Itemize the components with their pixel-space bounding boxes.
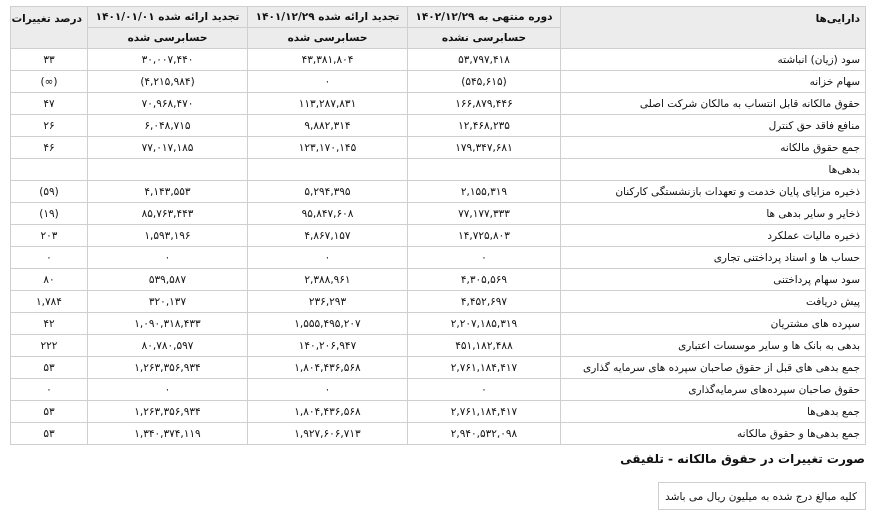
value-restated-14010101: ۱,۵۹۳,۱۹۶ bbox=[88, 225, 248, 247]
change-percent: ۱,۷۸۴ bbox=[11, 291, 88, 313]
table-row bbox=[11, 225, 866, 247]
table-row bbox=[11, 115, 866, 137]
balance-sheet-table bbox=[10, 6, 866, 445]
value-period: ۱۲,۴۶۸,۲۳۵ bbox=[408, 115, 561, 137]
row-label: سهام خزانه bbox=[561, 71, 866, 93]
value-restated-14010101: ۱,۰۹۰,۳۱۸,۴۳۳ bbox=[88, 313, 248, 335]
row-label: حقوق صاحبان سپرده‌های سرمایه‌گذاری bbox=[561, 379, 866, 401]
table-row bbox=[11, 401, 866, 423]
row-label: بدهی‌ها bbox=[561, 159, 866, 181]
change-percent: ۴۶ bbox=[11, 137, 88, 159]
value-restated-14010101 bbox=[88, 159, 248, 181]
row-label: جمع بدهی‌ها و حقوق مالکانه bbox=[561, 423, 866, 445]
value-restated-14010101: (۴,۲۱۵,۹۸۴) bbox=[88, 71, 248, 93]
row-label: جمع حقوق مالکانه bbox=[561, 137, 866, 159]
change-percent: ۰ bbox=[11, 379, 88, 401]
value-period: ۵۳,۷۹۷,۴۱۸ bbox=[408, 49, 561, 71]
value-period bbox=[408, 159, 561, 181]
change-percent: ۸۰ bbox=[11, 269, 88, 291]
value-restated-14011229: ۱,۹۲۷,۶۰۶,۷۱۳ bbox=[248, 423, 408, 445]
table-body bbox=[11, 49, 866, 445]
value-restated-14011229: ۴,۸۶۷,۱۵۷ bbox=[248, 225, 408, 247]
table-row bbox=[11, 49, 866, 71]
value-period: ۱۶۶,۸۷۹,۴۴۶ bbox=[408, 93, 561, 115]
row-label: حساب ها و اسناد پرداختنی تجاری bbox=[561, 247, 866, 269]
change-percent: ۳۳ bbox=[11, 49, 88, 71]
value-restated-14010101: ۳۰,۰۰۷,۴۴۰ bbox=[88, 49, 248, 71]
row-label: جمع بدهی‌ها bbox=[561, 401, 866, 423]
change-percent bbox=[11, 159, 88, 181]
table-header bbox=[11, 7, 866, 49]
value-period: ۷۷,۱۷۷,۳۳۳ bbox=[408, 203, 561, 225]
table-row bbox=[11, 313, 866, 335]
value-restated-14010101: ۶,۰۴۸,۷۱۵ bbox=[88, 115, 248, 137]
value-period: ۴,۳۰۵,۵۶۹ bbox=[408, 269, 561, 291]
row-label: بدهی به بانک ها و سایر موسسات اعتباری bbox=[561, 335, 866, 357]
value-restated-14011229: ۲۳۶,۲۹۳ bbox=[248, 291, 408, 313]
value-restated-14011229: ۰ bbox=[248, 379, 408, 401]
row-label: سپرده های مشتریان bbox=[561, 313, 866, 335]
value-period: (۵۴۵,۶۱۵) bbox=[408, 71, 561, 93]
change-percent: ۵۳ bbox=[11, 423, 88, 445]
value-restated-14011229: ۱۲۳,۱۷۰,۱۴۵ bbox=[248, 137, 408, 159]
table-row bbox=[11, 203, 866, 225]
value-period: ۰ bbox=[408, 247, 561, 269]
table-row bbox=[11, 423, 866, 445]
value-restated-14010101: ۷۰,۹۶۸,۴۷۰ bbox=[88, 93, 248, 115]
header-assets: دارایی‌ها bbox=[561, 7, 866, 49]
row-label: حقوق مالکانه قابل انتساب به مالکان شرکت اصلی bbox=[561, 93, 866, 115]
value-restated-14011229: ۵,۲۹۴,۳۹۵ bbox=[248, 181, 408, 203]
table-row bbox=[11, 335, 866, 357]
table-row bbox=[11, 291, 866, 313]
table-row bbox=[11, 71, 866, 93]
value-restated-14010101: ۵۳۹,۵۸۷ bbox=[88, 269, 248, 291]
change-percent: ۴۲ bbox=[11, 313, 88, 335]
value-restated-14011229: ۹,۸۸۲,۳۱۴ bbox=[248, 115, 408, 137]
change-percent: ۵۳ bbox=[11, 401, 88, 423]
value-restated-14011229: ۹۵,۸۴۷,۶۰۸ bbox=[248, 203, 408, 225]
value-restated-14010101: ۱,۳۴۰,۳۷۴,۱۱۹ bbox=[88, 423, 248, 445]
table-row bbox=[11, 357, 866, 379]
table-row bbox=[11, 247, 866, 269]
header-audited-1: حسابرسی شده bbox=[248, 28, 408, 49]
value-restated-14010101: ۱,۲۶۳,۳۵۶,۹۳۴ bbox=[88, 401, 248, 423]
header-unaudited: حسابرسی نشده bbox=[408, 28, 561, 49]
row-label: پیش دریافت bbox=[561, 291, 866, 313]
change-percent: ۵۳ bbox=[11, 357, 88, 379]
value-period: ۲,۱۵۵,۳۱۹ bbox=[408, 181, 561, 203]
value-period: ۴,۴۵۲,۶۹۷ bbox=[408, 291, 561, 313]
row-label: ذخیره مزایای پایان خدمت و تعهدات بازنشستگی کارکنان bbox=[561, 181, 866, 203]
value-restated-14011229: ۱,۵۵۵,۴۹۵,۲۰۷ bbox=[248, 313, 408, 335]
value-period: ۲,۷۶۱,۱۸۴,۴۱۷ bbox=[408, 401, 561, 423]
value-period: ۰ bbox=[408, 379, 561, 401]
header-change-percent: درصد تغییرات bbox=[11, 7, 88, 49]
change-percent: (∞) bbox=[11, 71, 88, 93]
value-period: ۲,۹۴۰,۵۳۲,۰۹۸ bbox=[408, 423, 561, 445]
value-restated-14011229: ۰ bbox=[248, 71, 408, 93]
header-restated-14011229: تجدید ارائه شده ۱۴۰۱/۱۲/۲۹ bbox=[248, 7, 408, 28]
table-row bbox=[11, 181, 866, 203]
header-audited-2: حسابرسی شده bbox=[88, 28, 248, 49]
value-period: ۱۴,۷۲۵,۸۰۳ bbox=[408, 225, 561, 247]
value-restated-14011229: ۴۳,۳۸۱,۸۰۴ bbox=[248, 49, 408, 71]
value-restated-14010101: ۸۰,۷۸۰,۵۹۷ bbox=[88, 335, 248, 357]
value-restated-14011229: ۱,۸۰۴,۴۳۶,۵۶۸ bbox=[248, 357, 408, 379]
value-restated-14011229: ۰ bbox=[248, 247, 408, 269]
change-percent: ۰ bbox=[11, 247, 88, 269]
change-percent: ۲۰۳ bbox=[11, 225, 88, 247]
value-period: ۲,۷۶۱,۱۸۴,۴۱۷ bbox=[408, 357, 561, 379]
value-restated-14010101: ۱,۲۶۳,۳۵۶,۹۳۴ bbox=[88, 357, 248, 379]
value-restated-14010101: ۰ bbox=[88, 247, 248, 269]
table-row bbox=[11, 269, 866, 291]
section-title: صورت تغییرات در حقوق مالکانه - تلفیقی bbox=[620, 452, 865, 466]
row-label: منافع فاقد حق کنترل bbox=[561, 115, 866, 137]
header-restated-14010101: تجدید ارائه شده ۱۴۰۱/۰۱/۰۱ bbox=[88, 7, 248, 28]
units-note: کلیه مبالغ درج شده به میلیون ریال می باشد bbox=[658, 482, 866, 510]
table-row bbox=[11, 159, 866, 181]
change-percent: (۵۹) bbox=[11, 181, 88, 203]
change-percent: ۲۲۲ bbox=[11, 335, 88, 357]
value-restated-14011229: ۱۴۰,۲۰۶,۹۴۷ bbox=[248, 335, 408, 357]
value-restated-14011229: ۲,۳۸۸,۹۶۱ bbox=[248, 269, 408, 291]
value-restated-14011229 bbox=[248, 159, 408, 181]
change-percent: ۲۶ bbox=[11, 115, 88, 137]
value-restated-14010101: ۸۵,۷۶۳,۴۴۳ bbox=[88, 203, 248, 225]
row-label: سود سهام پرداختنی bbox=[561, 269, 866, 291]
header-period-2402: دوره منتهی به ۱۴۰۲/۱۲/۲۹ bbox=[408, 7, 561, 28]
table-row bbox=[11, 379, 866, 401]
value-restated-14010101: ۴,۱۴۳,۵۵۳ bbox=[88, 181, 248, 203]
value-restated-14011229: ۱۱۳,۲۸۷,۸۳۱ bbox=[248, 93, 408, 115]
change-percent: ۴۷ bbox=[11, 93, 88, 115]
value-restated-14010101: ۰ bbox=[88, 379, 248, 401]
row-label: ذخیره مالیات عملکرد bbox=[561, 225, 866, 247]
table-row bbox=[11, 137, 866, 159]
value-restated-14010101: ۳۲۰,۱۳۷ bbox=[88, 291, 248, 313]
value-restated-14011229: ۱,۸۰۴,۴۳۶,۵۶۸ bbox=[248, 401, 408, 423]
row-label: سود (زیان) انباشته bbox=[561, 49, 866, 71]
value-restated-14010101: ۷۷,۰۱۷,۱۸۵ bbox=[88, 137, 248, 159]
value-period: ۱۷۹,۳۴۷,۶۸۱ bbox=[408, 137, 561, 159]
value-period: ۲,۲۰۷,۱۸۵,۳۱۹ bbox=[408, 313, 561, 335]
table-row bbox=[11, 93, 866, 115]
row-label: ذخایر و سایر بدهی ها bbox=[561, 203, 866, 225]
value-period: ۴۵۱,۱۸۲,۴۸۸ bbox=[408, 335, 561, 357]
change-percent: (۱۹) bbox=[11, 203, 88, 225]
row-label: جمع بدهی های قبل از حقوق صاحبان سپرده های سرمایه گذاری bbox=[561, 357, 866, 379]
